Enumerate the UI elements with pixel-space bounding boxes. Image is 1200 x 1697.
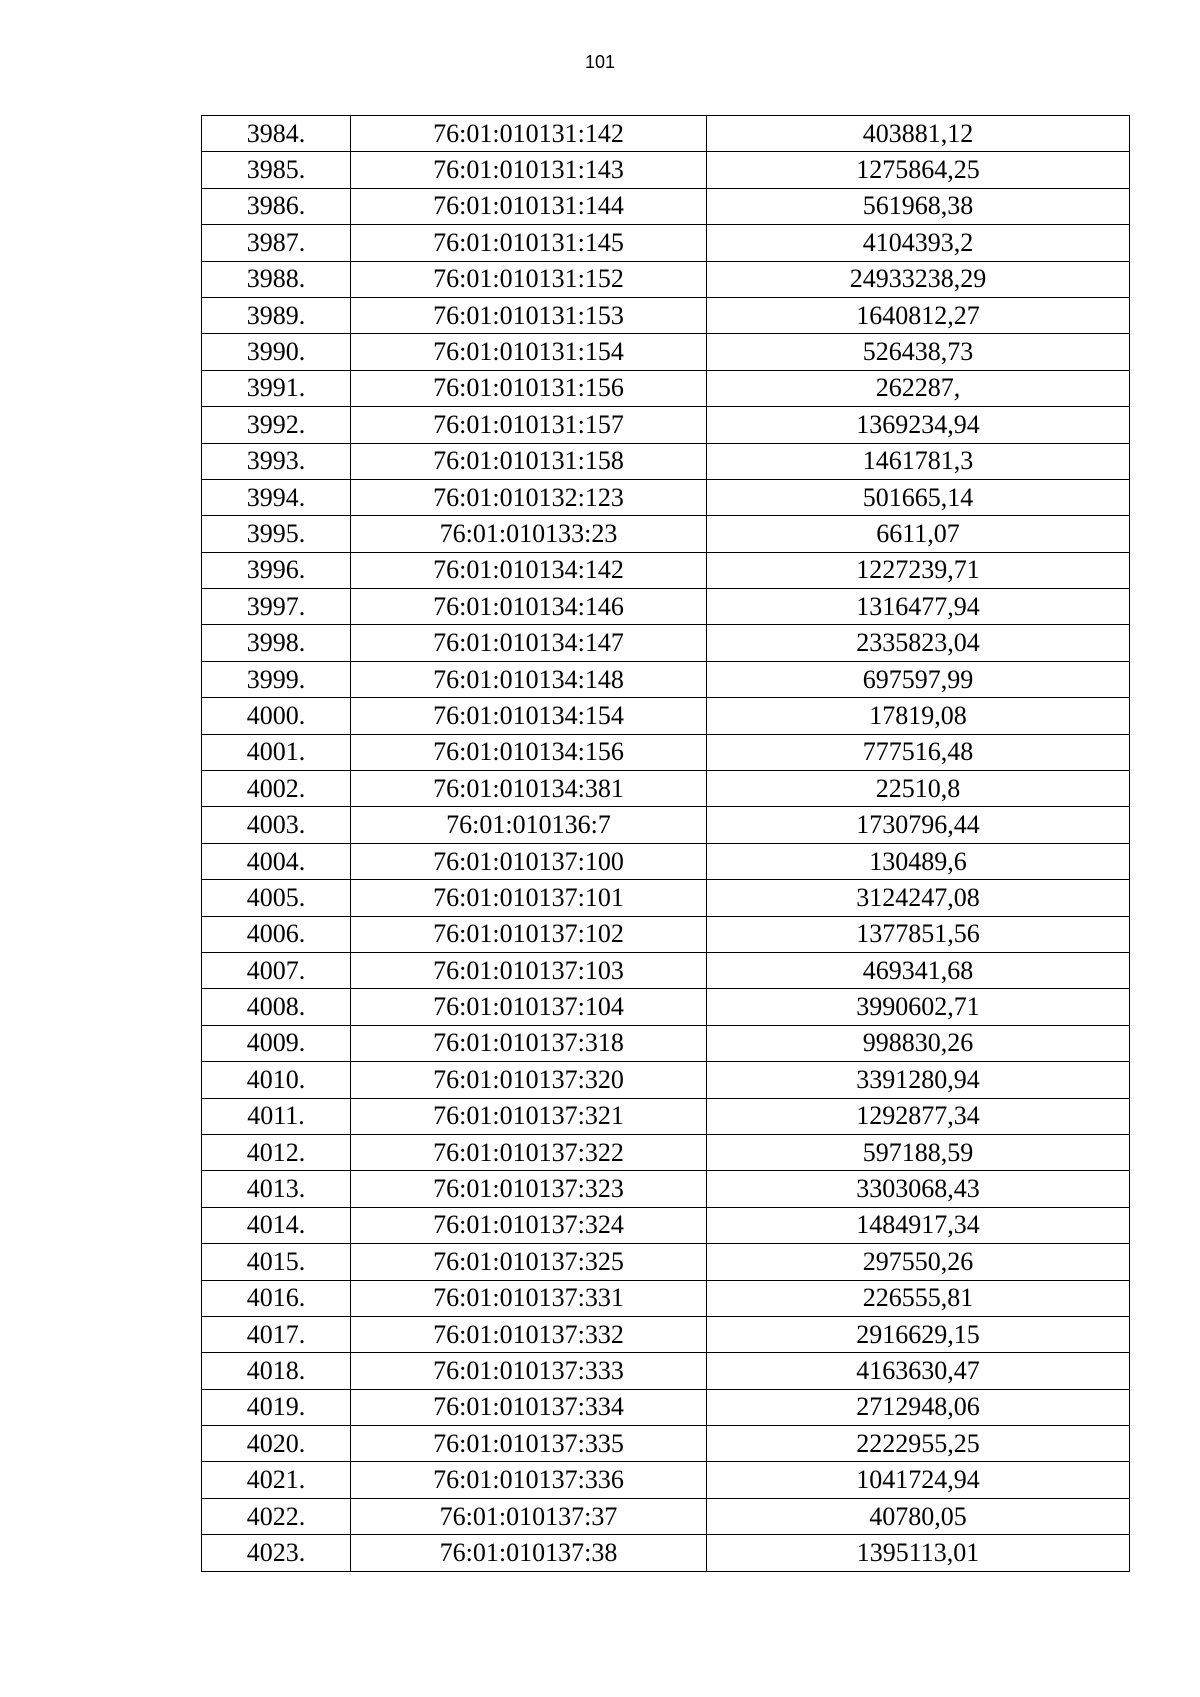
table-row	[202, 1280, 1130, 1316]
table-row	[202, 407, 1130, 443]
cadastral-number-cell: 76:01:010137:101	[351, 880, 707, 916]
table-row	[202, 880, 1130, 916]
row-number-cell: 4015.	[202, 1244, 351, 1280]
cadastral-value-cell: 1041724,94	[707, 1462, 1130, 1498]
cadastral-value-cell: 597188,59	[707, 1134, 1130, 1170]
row-number-cell: 4021.	[202, 1462, 351, 1498]
row-number-cell: 3989.	[202, 297, 351, 333]
cadastral-value-cell: 2335823,04	[707, 625, 1130, 661]
table-row	[202, 1025, 1130, 1061]
cadastral-value-table	[201, 115, 1130, 1572]
table-row	[202, 516, 1130, 552]
cadastral-value-cell: 3303068,43	[707, 1171, 1130, 1207]
cadastral-value-cell: 1292877,34	[707, 1098, 1130, 1134]
cadastral-value-cell: 17819,08	[707, 698, 1130, 734]
row-number-cell: 4010.	[202, 1062, 351, 1098]
row-number-cell: 3990.	[202, 334, 351, 370]
table-row	[202, 807, 1130, 843]
row-number-cell: 4007.	[202, 952, 351, 988]
cadastral-number-cell: 76:01:010134:147	[351, 625, 707, 661]
cadastral-number-cell: 76:01:010132:123	[351, 479, 707, 515]
cadastral-value-cell: 1484917,34	[707, 1207, 1130, 1243]
cadastral-value-cell: 1275864,25	[707, 152, 1130, 188]
cadastral-number-cell: 76:01:010134:381	[351, 771, 707, 807]
table-row	[202, 1244, 1130, 1280]
row-number-cell: 3991.	[202, 370, 351, 406]
table-row	[202, 1098, 1130, 1134]
cadastral-value-cell: 1395113,01	[707, 1535, 1130, 1571]
cadastral-number-cell: 76:01:010131:143	[351, 152, 707, 188]
cadastral-number-cell: 76:01:010137:335	[351, 1426, 707, 1462]
cadastral-value-cell: 526438,73	[707, 334, 1130, 370]
cadastral-number-cell: 76:01:010134:148	[351, 661, 707, 697]
table-row	[202, 1498, 1130, 1534]
row-number-cell: 3995.	[202, 516, 351, 552]
row-number-cell: 4017.	[202, 1316, 351, 1352]
cadastral-number-cell: 76:01:010137:102	[351, 916, 707, 952]
table-row	[202, 698, 1130, 734]
row-number-cell: 4003.	[202, 807, 351, 843]
cadastral-value-cell: 40780,05	[707, 1498, 1130, 1534]
cadastral-number-cell: 76:01:010131:145	[351, 225, 707, 261]
cadastral-value-cell: 6611,07	[707, 516, 1130, 552]
table-row	[202, 952, 1130, 988]
row-number-cell: 4013.	[202, 1171, 351, 1207]
table-row	[202, 734, 1130, 770]
table-row	[202, 152, 1130, 188]
table-row	[202, 297, 1130, 333]
cadastral-value-cell: 403881,12	[707, 116, 1130, 152]
cadastral-number-cell: 76:01:010131:144	[351, 188, 707, 224]
cadastral-number-cell: 76:01:010137:321	[351, 1098, 707, 1134]
table-row	[202, 370, 1130, 406]
cadastral-number-cell: 76:01:010137:333	[351, 1353, 707, 1389]
cadastral-number-cell: 76:01:010134:142	[351, 552, 707, 588]
cadastral-value-cell: 4163630,47	[707, 1353, 1130, 1389]
table-row	[202, 552, 1130, 588]
cadastral-number-cell: 76:01:010133:23	[351, 516, 707, 552]
cadastral-number-cell: 76:01:010137:37	[351, 1498, 707, 1534]
cadastral-value-cell: 1316477,94	[707, 589, 1130, 625]
cadastral-value-cell: 3124247,08	[707, 880, 1130, 916]
table-row	[202, 1062, 1130, 1098]
cadastral-number-cell: 76:01:010137:38	[351, 1535, 707, 1571]
table-row	[202, 916, 1130, 952]
row-number-cell: 4011.	[202, 1098, 351, 1134]
table-row	[202, 771, 1130, 807]
row-number-cell: 3993.	[202, 443, 351, 479]
cadastral-value-cell: 130489,6	[707, 843, 1130, 879]
table-row	[202, 443, 1130, 479]
cadastral-value-cell: 22510,8	[707, 771, 1130, 807]
cadastral-number-cell: 76:01:010137:325	[351, 1244, 707, 1280]
row-number-cell: 4002.	[202, 771, 351, 807]
cadastral-number-cell: 76:01:010131:157	[351, 407, 707, 443]
row-number-cell: 3992.	[202, 407, 351, 443]
row-number-cell: 3987.	[202, 225, 351, 261]
row-number-cell: 4004.	[202, 843, 351, 879]
cadastral-number-cell: 76:01:010136:7	[351, 807, 707, 843]
cadastral-value-cell: 4104393,2	[707, 225, 1130, 261]
cadastral-value-cell: 1640812,27	[707, 297, 1130, 333]
row-number-cell: 3984.	[202, 116, 351, 152]
row-number-cell: 3998.	[202, 625, 351, 661]
cadastral-number-cell: 76:01:010134:146	[351, 589, 707, 625]
cadastral-value-cell: 297550,26	[707, 1244, 1130, 1280]
row-number-cell: 4016.	[202, 1280, 351, 1316]
row-number-cell: 4006.	[202, 916, 351, 952]
row-number-cell: 4008.	[202, 989, 351, 1025]
cadastral-value-cell: 561968,38	[707, 188, 1130, 224]
table-row	[202, 1207, 1130, 1243]
cadastral-number-cell: 76:01:010131:154	[351, 334, 707, 370]
cadastral-number-cell: 76:01:010137:323	[351, 1171, 707, 1207]
row-number-cell: 3999.	[202, 661, 351, 697]
row-number-cell: 3985.	[202, 152, 351, 188]
cadastral-value-cell: 469341,68	[707, 952, 1130, 988]
cadastral-number-cell: 76:01:010131:152	[351, 261, 707, 297]
table-row	[202, 261, 1130, 297]
cadastral-value-cell: 1369234,94	[707, 407, 1130, 443]
cadastral-value-cell: 262287,	[707, 370, 1130, 406]
table-row	[202, 1535, 1130, 1571]
cadastral-number-cell: 76:01:010131:142	[351, 116, 707, 152]
row-number-cell: 4023.	[202, 1535, 351, 1571]
row-number-cell: 4001.	[202, 734, 351, 770]
row-number-cell: 4018.	[202, 1353, 351, 1389]
cadastral-number-cell: 76:01:010137:318	[351, 1025, 707, 1061]
row-number-cell: 4012.	[202, 1134, 351, 1170]
table-row	[202, 625, 1130, 661]
row-number-cell: 4020.	[202, 1426, 351, 1462]
cadastral-number-cell: 76:01:010137:334	[351, 1389, 707, 1425]
row-number-cell: 3997.	[202, 589, 351, 625]
cadastral-value-cell: 2712948,06	[707, 1389, 1130, 1425]
cadastral-number-cell: 76:01:010131:153	[351, 297, 707, 333]
cadastral-number-cell: 76:01:010137:103	[351, 952, 707, 988]
row-number-cell: 3994.	[202, 479, 351, 515]
table-row	[202, 116, 1130, 152]
row-number-cell: 4005.	[202, 880, 351, 916]
cadastral-number-cell: 76:01:010134:154	[351, 698, 707, 734]
cadastral-value-cell: 1730796,44	[707, 807, 1130, 843]
table-row	[202, 843, 1130, 879]
page-number: 101	[584, 52, 616, 72]
table-row	[202, 1426, 1130, 1462]
cadastral-value-cell: 777516,48	[707, 734, 1130, 770]
table-row	[202, 661, 1130, 697]
cadastral-value-cell: 998830,26	[707, 1025, 1130, 1061]
table-row	[202, 1462, 1130, 1498]
cadastral-value-cell: 24933238,29	[707, 261, 1130, 297]
cadastral-number-cell: 76:01:010137:104	[351, 989, 707, 1025]
cadastral-number-cell: 76:01:010137:336	[351, 1462, 707, 1498]
cadastral-value-cell: 2222955,25	[707, 1426, 1130, 1462]
cadastral-value-cell: 226555,81	[707, 1280, 1130, 1316]
cadastral-value-cell: 1377851,56	[707, 916, 1130, 952]
cadastral-number-cell: 76:01:010131:158	[351, 443, 707, 479]
row-number-cell: 3986.	[202, 188, 351, 224]
cadastral-number-cell: 76:01:010137:100	[351, 843, 707, 879]
cadastral-value-cell: 2916629,15	[707, 1316, 1130, 1352]
table-row	[202, 1389, 1130, 1425]
cadastral-number-cell: 76:01:010137:322	[351, 1134, 707, 1170]
table-body	[202, 116, 1130, 1572]
table-row	[202, 1316, 1130, 1352]
cadastral-value-cell: 501665,14	[707, 479, 1130, 515]
cadastral-number-cell: 76:01:010137:320	[351, 1062, 707, 1098]
row-number-cell: 3996.	[202, 552, 351, 588]
row-number-cell: 4000.	[202, 698, 351, 734]
row-number-cell: 4014.	[202, 1207, 351, 1243]
cadastral-number-cell: 76:01:010134:156	[351, 734, 707, 770]
row-number-cell: 4019.	[202, 1389, 351, 1425]
table-row	[202, 479, 1130, 515]
table-row	[202, 334, 1130, 370]
cadastral-number-cell: 76:01:010131:156	[351, 370, 707, 406]
row-number-cell: 4022.	[202, 1498, 351, 1534]
cadastral-value-cell: 3990602,71	[707, 989, 1130, 1025]
cadastral-value-cell: 697597,99	[707, 661, 1130, 697]
table-row	[202, 589, 1130, 625]
cadastral-value-cell: 1227239,71	[707, 552, 1130, 588]
row-number-cell: 3988.	[202, 261, 351, 297]
table-row	[202, 1134, 1130, 1170]
row-number-cell: 4009.	[202, 1025, 351, 1061]
cadastral-value-cell: 3391280,94	[707, 1062, 1130, 1098]
cadastral-number-cell: 76:01:010137:332	[351, 1316, 707, 1352]
cadastral-number-cell: 76:01:010137:324	[351, 1207, 707, 1243]
table-row	[202, 989, 1130, 1025]
cadastral-number-cell: 76:01:010137:331	[351, 1280, 707, 1316]
cadastral-value-cell: 1461781,3	[707, 443, 1130, 479]
table-row	[202, 225, 1130, 261]
table-row	[202, 1171, 1130, 1207]
table-row	[202, 188, 1130, 224]
table-row	[202, 1353, 1130, 1389]
